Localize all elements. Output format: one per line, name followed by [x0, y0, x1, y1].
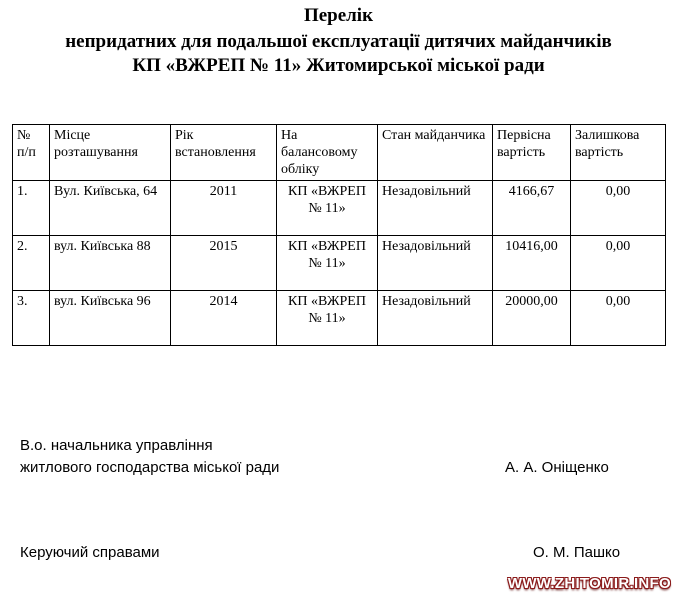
document-title: Перелік [303, 5, 374, 26]
cell-initial-cost: 10416,00 [493, 236, 571, 291]
header-year: Рік встановлення [171, 125, 277, 181]
cell-location: Вул. Київська, 64 [50, 181, 171, 236]
document-organization: КП «ВЖРЕП № 11» Житомирської міської ради [132, 55, 545, 76]
cell-residual-cost: 0,00 [571, 181, 666, 236]
cell-initial-cost: 4166,67 [493, 181, 571, 236]
cell-state: Незадовільний [378, 181, 493, 236]
signatory-name-1: А. А. Оніщенко [505, 459, 609, 476]
signatory-position-line2: житлового господарства міської ради [20, 459, 280, 476]
cell-number: 1. [13, 181, 50, 236]
header-number: № п/п [13, 125, 50, 181]
table-row [13, 291, 666, 346]
cell-number: 2. [13, 236, 50, 291]
cell-state: Незадовільний [378, 236, 493, 291]
cell-initial-cost: 20000,00 [493, 291, 571, 346]
signatory-position-2: Керуючий справами [20, 544, 160, 561]
cell-state: Незадовільний [378, 291, 493, 346]
cell-owner: КП «ВЖРЕП № 11» [277, 236, 378, 291]
cell-location: вул. Київська 96 [50, 291, 171, 346]
cell-number: 3. [13, 291, 50, 346]
table-header-row [13, 125, 666, 181]
cell-residual-cost: 0,00 [571, 291, 666, 346]
cell-owner: КП «ВЖРЕП № 11» [277, 181, 378, 236]
cell-owner: КП «ВЖРЕП № 11» [277, 291, 378, 346]
site-watermark: WWW.ZHITOMIR.INFO [507, 575, 671, 592]
header-owner: На балансовому обліку [277, 125, 378, 181]
table-row [13, 181, 666, 236]
header-state: Стан майданчика [378, 125, 493, 181]
table-row [13, 236, 666, 291]
playgrounds-table [12, 124, 666, 346]
cell-year: 2015 [171, 236, 277, 291]
cell-year: 2011 [171, 181, 277, 236]
header-initial-cost: Первісна вартість [493, 125, 571, 181]
cell-year: 2014 [171, 291, 277, 346]
signatory-name-2: О. М. Пашко [533, 544, 621, 561]
signatory-position-line1: В.о. начальника управління [20, 437, 213, 454]
header-residual-cost: Залишкова вартість [571, 125, 666, 181]
document-subtitle: непридатних для подальшої експлуатації дитячих майданчиків [65, 31, 612, 52]
header-location: Місце розташування [50, 125, 171, 181]
cell-location: вул. Київська 88 [50, 236, 171, 291]
cell-residual-cost: 0,00 [571, 236, 666, 291]
